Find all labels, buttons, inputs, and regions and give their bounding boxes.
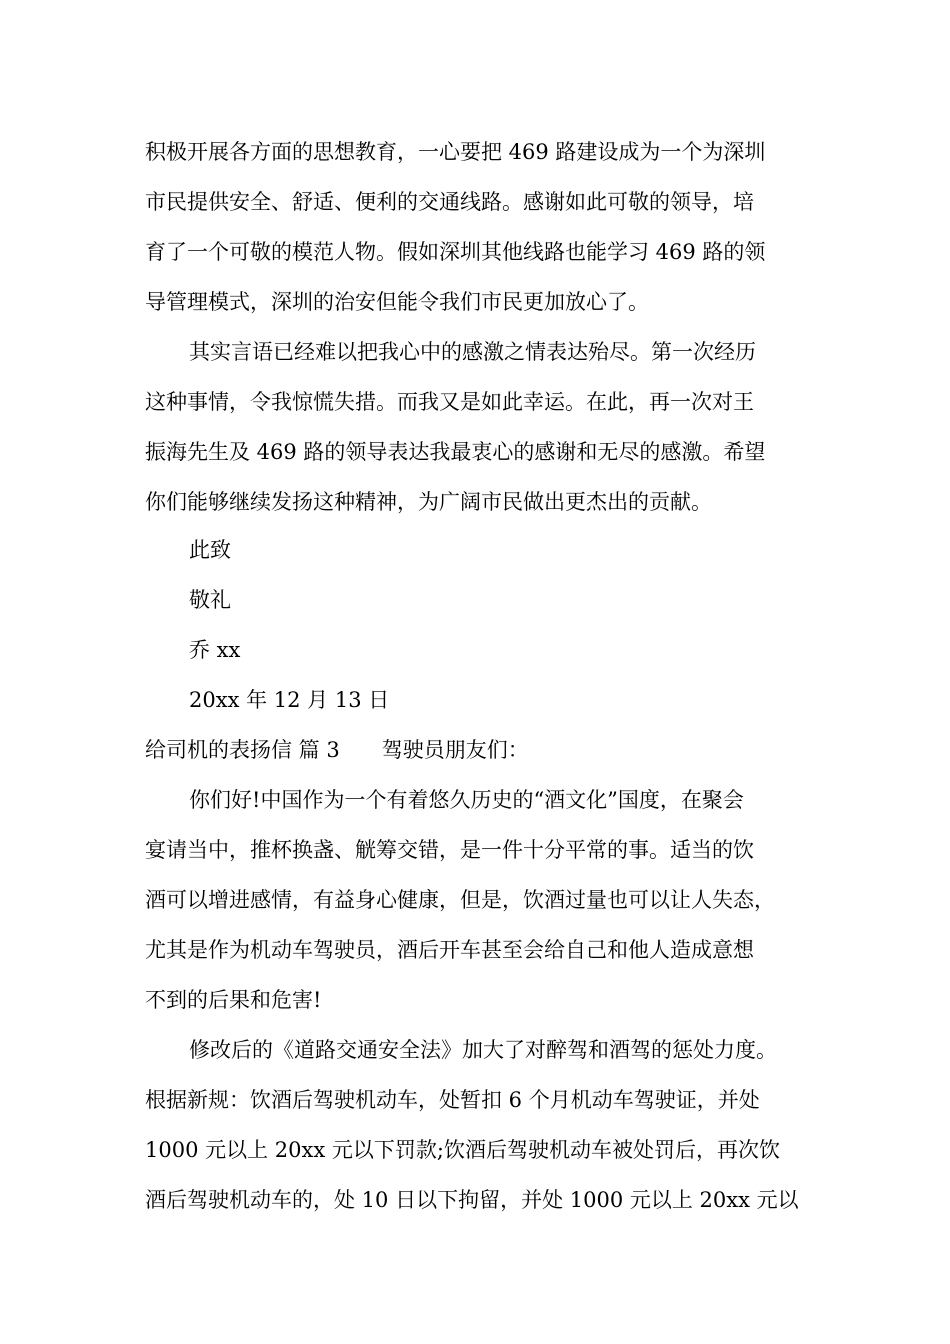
paragraph-2-line-1: 其实言语已经难以把我心中的感激之情表达殆尽。第一次经历 bbox=[189, 340, 756, 364]
section-title: 给司机的表扬信 篇 3 bbox=[145, 738, 340, 762]
closing-signature: 乔 xx bbox=[189, 638, 241, 662]
paragraph-3-line-1: 你们好!中国作为一个有着悠久历史的“酒文化”国度，在聚会 bbox=[189, 788, 744, 812]
closing-regards: 敬礼 bbox=[189, 588, 231, 612]
paragraph-1-line-3: 育了一个可敬的模范人物。假如深圳其他线路也能学习 469 路的领 bbox=[145, 240, 766, 264]
paragraph-1-line-2: 市民提供安全、舒适、便利的交通线路。感谢如此可敬的领导，培 bbox=[145, 190, 754, 214]
paragraph-3-line-3: 酒可以增进感情，有益身心健康，但是，饮酒过量也可以让人失态， bbox=[145, 888, 775, 912]
closing-date: 20xx 年 12 月 13 日 bbox=[189, 688, 390, 712]
paragraph-4-line-3: 1000 元以上 20xx 元以下罚款;饮酒后驾驶机动车被处罚后，再次饮 bbox=[145, 1138, 780, 1162]
closing-salutation: 此致 bbox=[189, 538, 231, 562]
paragraph-1-line-4: 导管理模式，深圳的治安但能令我们市民更加放心了。 bbox=[145, 290, 649, 314]
paragraph-4-line-1: 修改后的《道路交通安全法》加大了对醉驾和酒驾的惩处力度。 bbox=[189, 1038, 777, 1062]
paragraph-2-line-3: 振海先生及 469 路的领导表达我最衷心的感谢和无尽的感激。希望 bbox=[145, 440, 766, 464]
section-heading bbox=[145, 735, 529, 765]
paragraph-4-line-4: 酒后驾驶机动车的，处 10 日以下拘留，并处 1000 元以上 20xx 元以 bbox=[145, 1188, 799, 1212]
section-greeting: 驾驶员朋友们： bbox=[381, 738, 529, 762]
paragraph-3-line-5: 不到的后果和危害! bbox=[145, 988, 322, 1012]
paragraph-4-line-2: 根据新规：饮酒后驾驶机动车，处暂扣 6 个月机动车驾驶证，并处 bbox=[145, 1088, 760, 1112]
paragraph-3-line-2: 宴请当中，推杯换盏、觥筹交错，是一件十分平常的事。适当的饮 bbox=[145, 838, 754, 862]
paragraph-1-line-1: 积极开展各方面的思想教育，一心要把 469 路建设成为一个为深圳 bbox=[145, 140, 766, 164]
paragraph-3-line-4: 尤其是作为机动车驾驶员，酒后开车甚至会给自己和他人造成意想 bbox=[145, 938, 754, 962]
paragraph-2-line-4: 你们能够继续发扬这种精神，为广阔市民做出更杰出的贡献。 bbox=[145, 490, 712, 514]
paragraph-2-line-2: 这种事情，令我惊慌失措。而我又是如此幸运。在此，再一次对王 bbox=[145, 390, 754, 414]
